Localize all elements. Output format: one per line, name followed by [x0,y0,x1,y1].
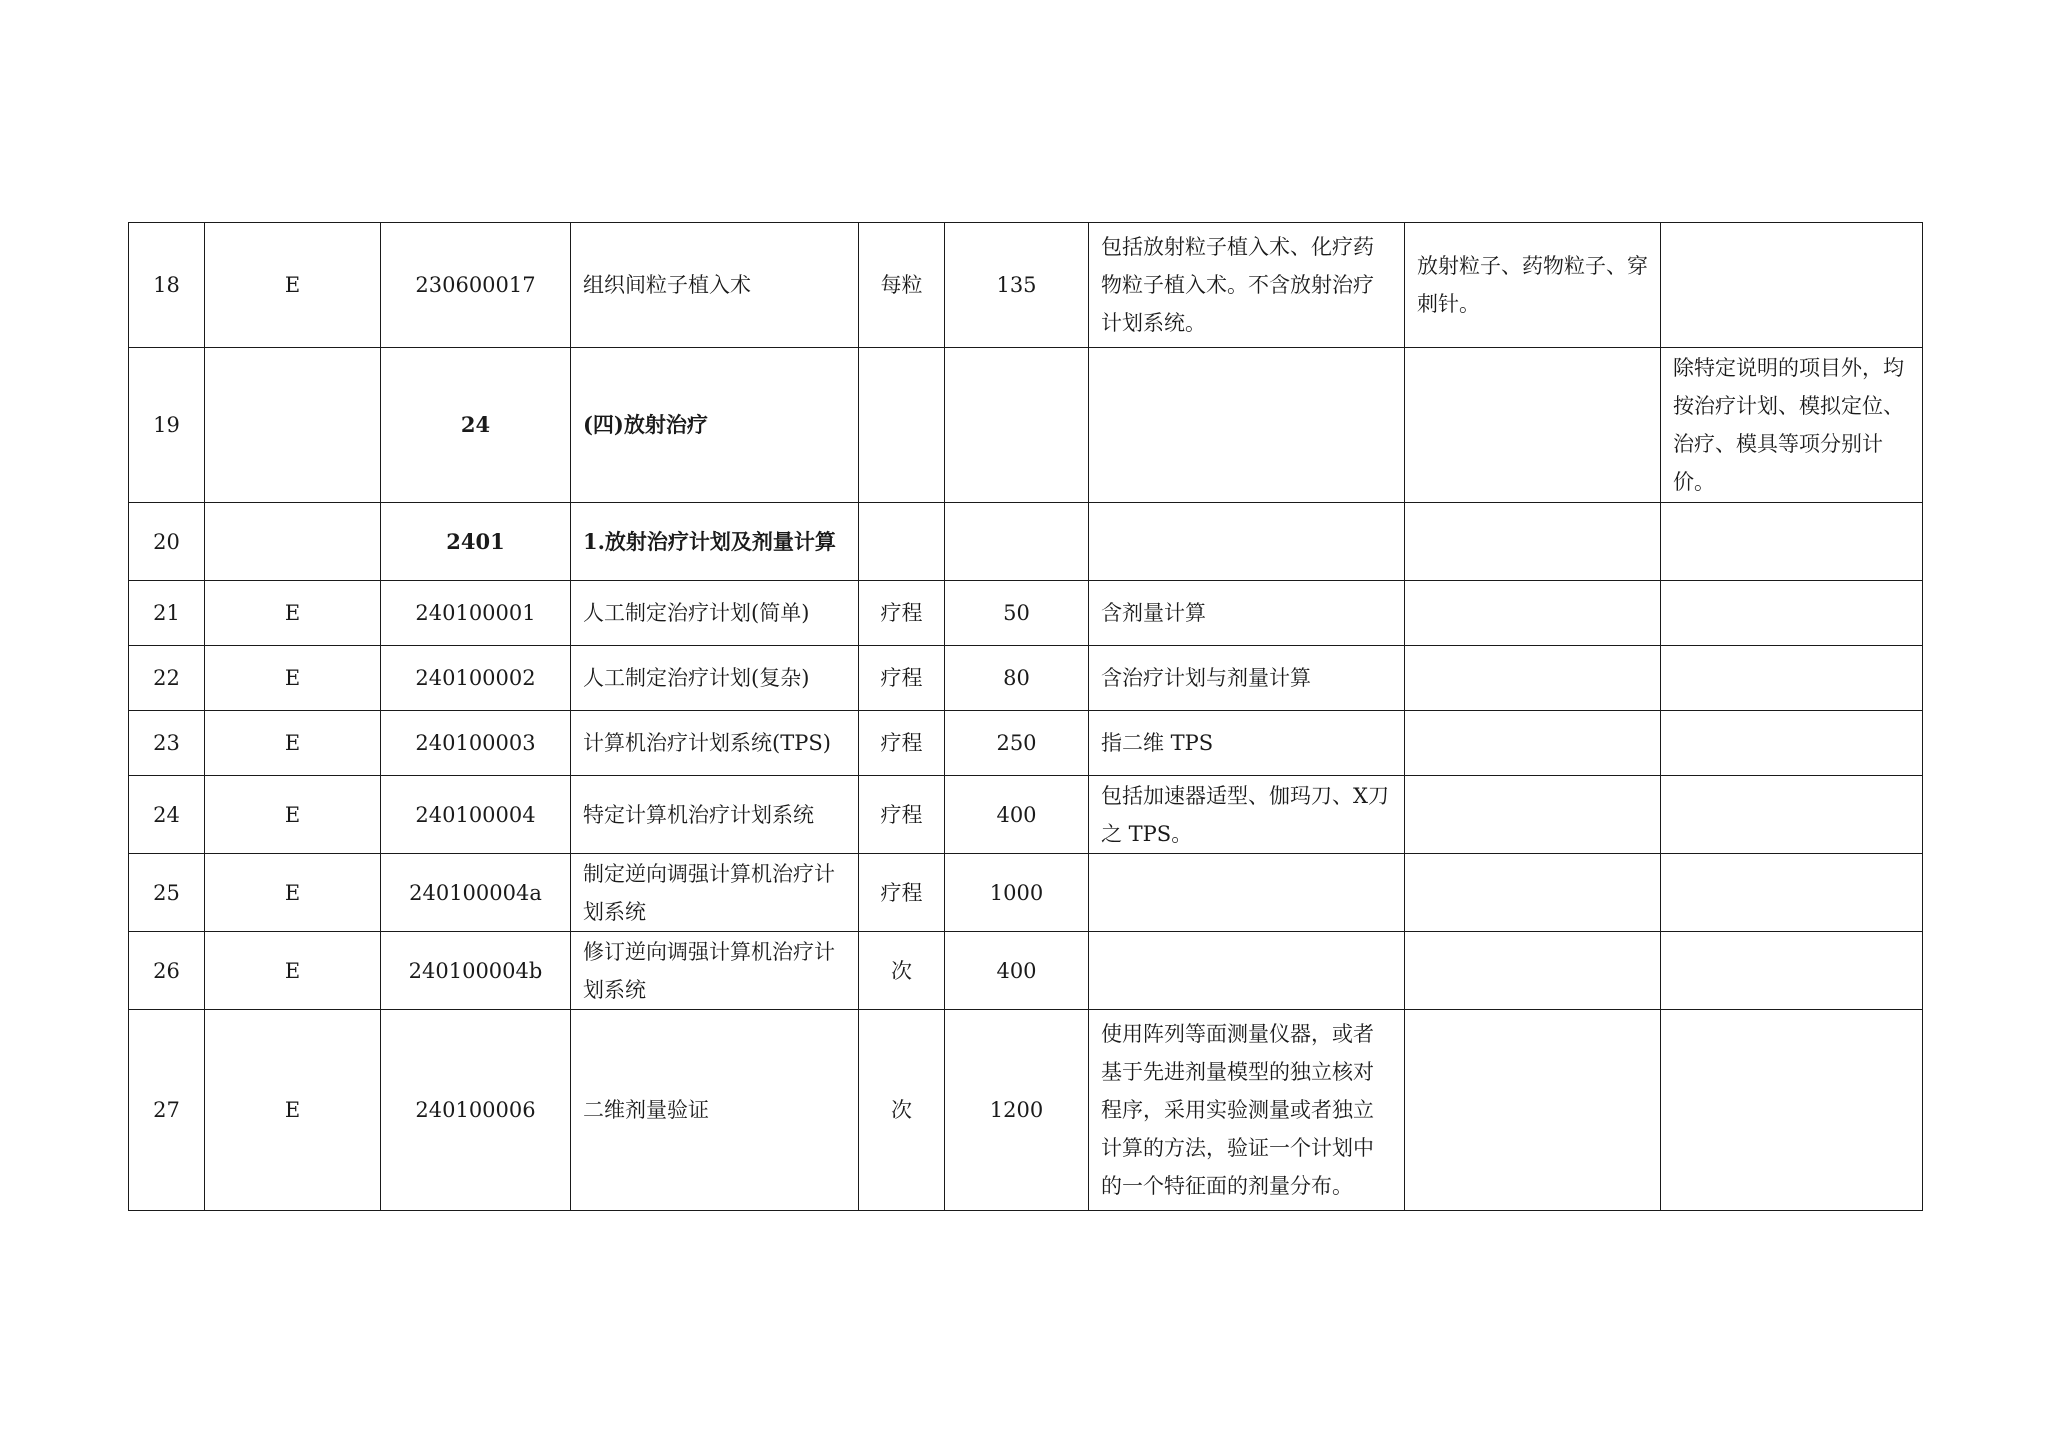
seq-cell: 25 [129,854,205,932]
content-cell: 含剂量计算 [1089,581,1405,646]
content-cell [1089,932,1405,1010]
unit-cell [859,503,945,581]
note-cell [1661,932,1923,1010]
price-cell: 1000 [945,854,1089,932]
price-cell: 400 [945,776,1089,854]
unit-cell: 疗程 [859,581,945,646]
table-row [129,854,1923,932]
exclusion-cell [1405,581,1661,646]
content-cell: 包括放射粒子植入术、化疗药物粒子植入术。不含放射治疗计划系统。 [1089,223,1405,348]
seq-cell: 27 [129,1010,205,1211]
category-cell [205,503,381,581]
exclusion-cell [1405,1010,1661,1211]
code-cell: 240100003 [381,711,571,776]
exclusion-cell [1405,776,1661,854]
item-name-cell: 计算机治疗计划系统(TPS) [571,711,859,776]
note-cell: 除特定说明的项目外，均按治疗计划、模拟定位、治疗、模具等项分别计价。 [1661,348,1923,503]
category-cell: E [205,711,381,776]
category-cell: E [205,646,381,711]
note-cell [1661,503,1923,581]
seq-cell: 22 [129,646,205,711]
table-row [129,776,1923,854]
code-cell: 240100004 [381,776,571,854]
category-cell: E [205,776,381,854]
seq-cell: 19 [129,348,205,503]
item-name-cell: 人工制定治疗计划(简单) [571,581,859,646]
category-cell: E [205,932,381,1010]
code-cell: 240100004a [381,854,571,932]
table-row [129,1010,1923,1211]
item-name-cell: 制定逆向调强计算机治疗计划系统 [571,854,859,932]
content-cell: 含治疗计划与剂量计算 [1089,646,1405,711]
price-cell: 80 [945,646,1089,711]
note-cell [1661,223,1923,348]
table-row [129,223,1923,348]
code-cell: 240100001 [381,581,571,646]
code-cell: 240100002 [381,646,571,711]
category-cell: E [205,581,381,646]
table-row [129,932,1923,1010]
code-cell: 2401 [381,503,571,581]
price-cell: 400 [945,932,1089,1010]
seq-cell: 23 [129,711,205,776]
table-row [129,348,1923,503]
content-cell: 包括加速器适型、伽玛刀、X刀之 TPS。 [1089,776,1405,854]
exclusion-cell: 放射粒子、药物粒子、穿刺针。 [1405,223,1661,348]
code-cell: 230600017 [381,223,571,348]
item-name-cell: 人工制定治疗计划(复杂) [571,646,859,711]
unit-cell [859,348,945,503]
exclusion-cell [1405,854,1661,932]
note-cell [1661,711,1923,776]
note-cell [1661,1010,1923,1211]
item-name-cell: 特定计算机治疗计划系统 [571,776,859,854]
unit-cell: 次 [859,932,945,1010]
exclusion-cell [1405,348,1661,503]
unit-cell: 次 [859,1010,945,1211]
content-cell [1089,503,1405,581]
table-row [129,581,1923,646]
seq-cell: 18 [129,223,205,348]
exclusion-cell [1405,711,1661,776]
table-row [129,646,1923,711]
code-cell: 240100004b [381,932,571,1010]
code-cell: 24 [381,348,571,503]
unit-cell: 每粒 [859,223,945,348]
content-cell: 指二维 TPS [1089,711,1405,776]
item-name-cell: 1.放射治疗计划及剂量计算 [571,503,859,581]
price-cell: 1200 [945,1010,1089,1211]
price-cell [945,348,1089,503]
category-cell: E [205,223,381,348]
code-cell: 240100006 [381,1010,571,1211]
content-cell [1089,348,1405,503]
category-cell: E [205,1010,381,1211]
note-cell [1661,646,1923,711]
seq-cell: 21 [129,581,205,646]
unit-cell: 疗程 [859,711,945,776]
note-cell [1661,776,1923,854]
price-cell: 50 [945,581,1089,646]
table-row [129,711,1923,776]
item-name-cell: (四)放射治疗 [571,348,859,503]
unit-cell: 疗程 [859,776,945,854]
category-cell: E [205,854,381,932]
price-table [128,222,1923,1211]
price-cell: 250 [945,711,1089,776]
exclusion-cell [1405,646,1661,711]
item-name-cell: 修订逆向调强计算机治疗计划系统 [571,932,859,1010]
category-cell [205,348,381,503]
content-cell [1089,854,1405,932]
exclusion-cell [1405,503,1661,581]
item-name-cell: 二维剂量验证 [571,1010,859,1211]
seq-cell: 26 [129,932,205,1010]
price-cell [945,503,1089,581]
note-cell [1661,581,1923,646]
table-row [129,503,1923,581]
note-cell [1661,854,1923,932]
item-name-cell: 组织间粒子植入术 [571,223,859,348]
seq-cell: 24 [129,776,205,854]
price-cell: 135 [945,223,1089,348]
seq-cell: 20 [129,503,205,581]
unit-cell: 疗程 [859,854,945,932]
unit-cell: 疗程 [859,646,945,711]
content-cell: 使用阵列等面测量仪器，或者基于先进剂量模型的独立核对程序，采用实验测量或者独立计算的方法，验证一个计划中的一个特征面的剂量分布。 [1089,1010,1405,1211]
exclusion-cell [1405,932,1661,1010]
